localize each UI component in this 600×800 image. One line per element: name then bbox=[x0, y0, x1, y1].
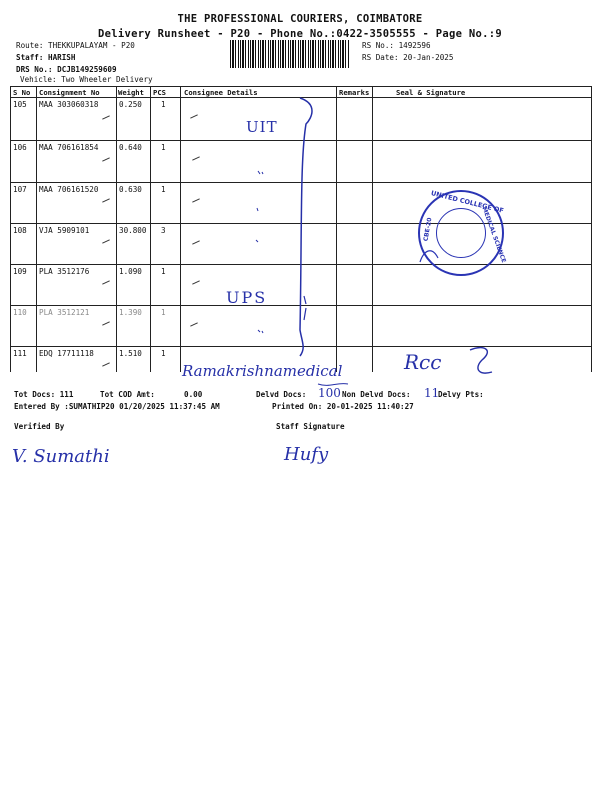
row-pcs: 1 bbox=[161, 185, 166, 194]
row-weight: 0.640 bbox=[119, 143, 142, 152]
verified-by-label: Verified By bbox=[14, 422, 65, 431]
stamp-text-right: MEDICAL SCIENCE bbox=[480, 206, 507, 264]
row-weight: 0.630 bbox=[119, 185, 142, 194]
row-pcs: 1 bbox=[161, 267, 166, 276]
delivered-docs-label: Delvd Docs: bbox=[256, 390, 307, 399]
route-label: Route: THEKKUPALAYAM - P20 bbox=[16, 41, 135, 50]
rs-date: RS Date: 20-Jan-2025 bbox=[362, 53, 454, 62]
col-header-seal: Seal & Signature bbox=[396, 88, 466, 97]
verifier-signature: V. Sumathi bbox=[12, 446, 110, 467]
row-consignment: VJA 5909101 bbox=[39, 226, 90, 235]
staff-label: Staff: HARISH bbox=[16, 53, 76, 62]
col-header-consignee: Consignee Details bbox=[184, 88, 258, 97]
col-header-sno: S No bbox=[13, 88, 31, 97]
row-sno: 108 bbox=[13, 226, 27, 235]
staff-signature-label: Staff Signature bbox=[276, 422, 345, 431]
handwritten-non-delivered-count: 11 bbox=[424, 386, 440, 400]
staff-signature: Hufy bbox=[284, 444, 329, 465]
delivery-points-label: Delvy Pts: bbox=[438, 390, 484, 399]
handwritten-delivered-count: 100 bbox=[318, 386, 341, 400]
col-header-consignment: Consignment No bbox=[39, 88, 100, 97]
row-consignment: MAA 303060318 bbox=[39, 100, 99, 109]
total-cod-label: Tot COD Amt: bbox=[100, 390, 155, 399]
row-consignment: EDQ 17711118 bbox=[39, 349, 94, 358]
col-header-pcs: PCS bbox=[153, 88, 166, 97]
handwritten-ups: UPS bbox=[226, 288, 268, 307]
runsheet-subtitle: Delivery Runsheet - P20 - Phone No.:0422-3505555 - Page No.:9 bbox=[98, 28, 502, 40]
row-sno: 109 bbox=[13, 267, 27, 276]
total-cod-value: 0.00 bbox=[184, 390, 203, 399]
row-pcs: 1 bbox=[161, 143, 166, 152]
drs-label: DRS No.: DCJB149259609 bbox=[16, 65, 117, 74]
stamp-text-top: UNITED COLLEGE OF bbox=[430, 189, 505, 215]
row-consignment: PLA 3512176 bbox=[39, 267, 90, 276]
row-sno: 105 bbox=[13, 100, 27, 109]
vehicle-label: Vehicle: Two Wheeler Delivery bbox=[20, 75, 153, 84]
row-pcs: 3 bbox=[161, 226, 166, 235]
row-consignment: MAA 706161520 bbox=[39, 185, 99, 194]
handwritten-receiver-name: Ramakrishnamedical bbox=[182, 362, 343, 380]
col-header-remarks: Remarks bbox=[339, 88, 370, 97]
col-header-weight: Weight bbox=[118, 88, 144, 97]
row-weight: 0.250 bbox=[119, 100, 142, 109]
row-pcs: 1 bbox=[161, 308, 166, 317]
row-weight: 30.800 bbox=[119, 226, 147, 235]
row-pcs: 1 bbox=[161, 349, 166, 358]
stamp-text-left: CBE-20 bbox=[422, 217, 434, 242]
row-weight: 1.390 bbox=[119, 308, 142, 317]
row-weight: 1.510 bbox=[119, 349, 142, 358]
non-delivered-docs-label: Non Delvd Docs: bbox=[342, 390, 411, 399]
rs-number: RS No.: 1492596 bbox=[362, 41, 431, 50]
row-pcs: 1 bbox=[161, 100, 166, 109]
entered-by: Entered By :SUMATHIP20 01/20/2025 11:37:45 AM bbox=[14, 402, 220, 411]
row-consignment: PLA 3512121 bbox=[39, 308, 90, 317]
row-sno: 106 bbox=[13, 143, 27, 152]
row-sno: 110 bbox=[13, 308, 27, 317]
row-weight: 1.090 bbox=[119, 267, 142, 276]
total-docs: Tot Docs: 111 bbox=[14, 390, 74, 399]
row-sno: 107 bbox=[13, 185, 27, 194]
row-sno: 111 bbox=[13, 349, 27, 358]
handwritten-seal-signature: Rcc bbox=[404, 350, 442, 374]
college-seal-stamp bbox=[418, 189, 507, 276]
company-title: THE PROFESSIONAL COURIERS, COIMBATORE bbox=[177, 13, 423, 25]
handwritten-uit: UIT bbox=[246, 118, 278, 136]
printed-on: Printed On: 20-01-2025 11:40:27 bbox=[272, 402, 414, 411]
row-consignment: MAA 706161854 bbox=[39, 143, 99, 152]
